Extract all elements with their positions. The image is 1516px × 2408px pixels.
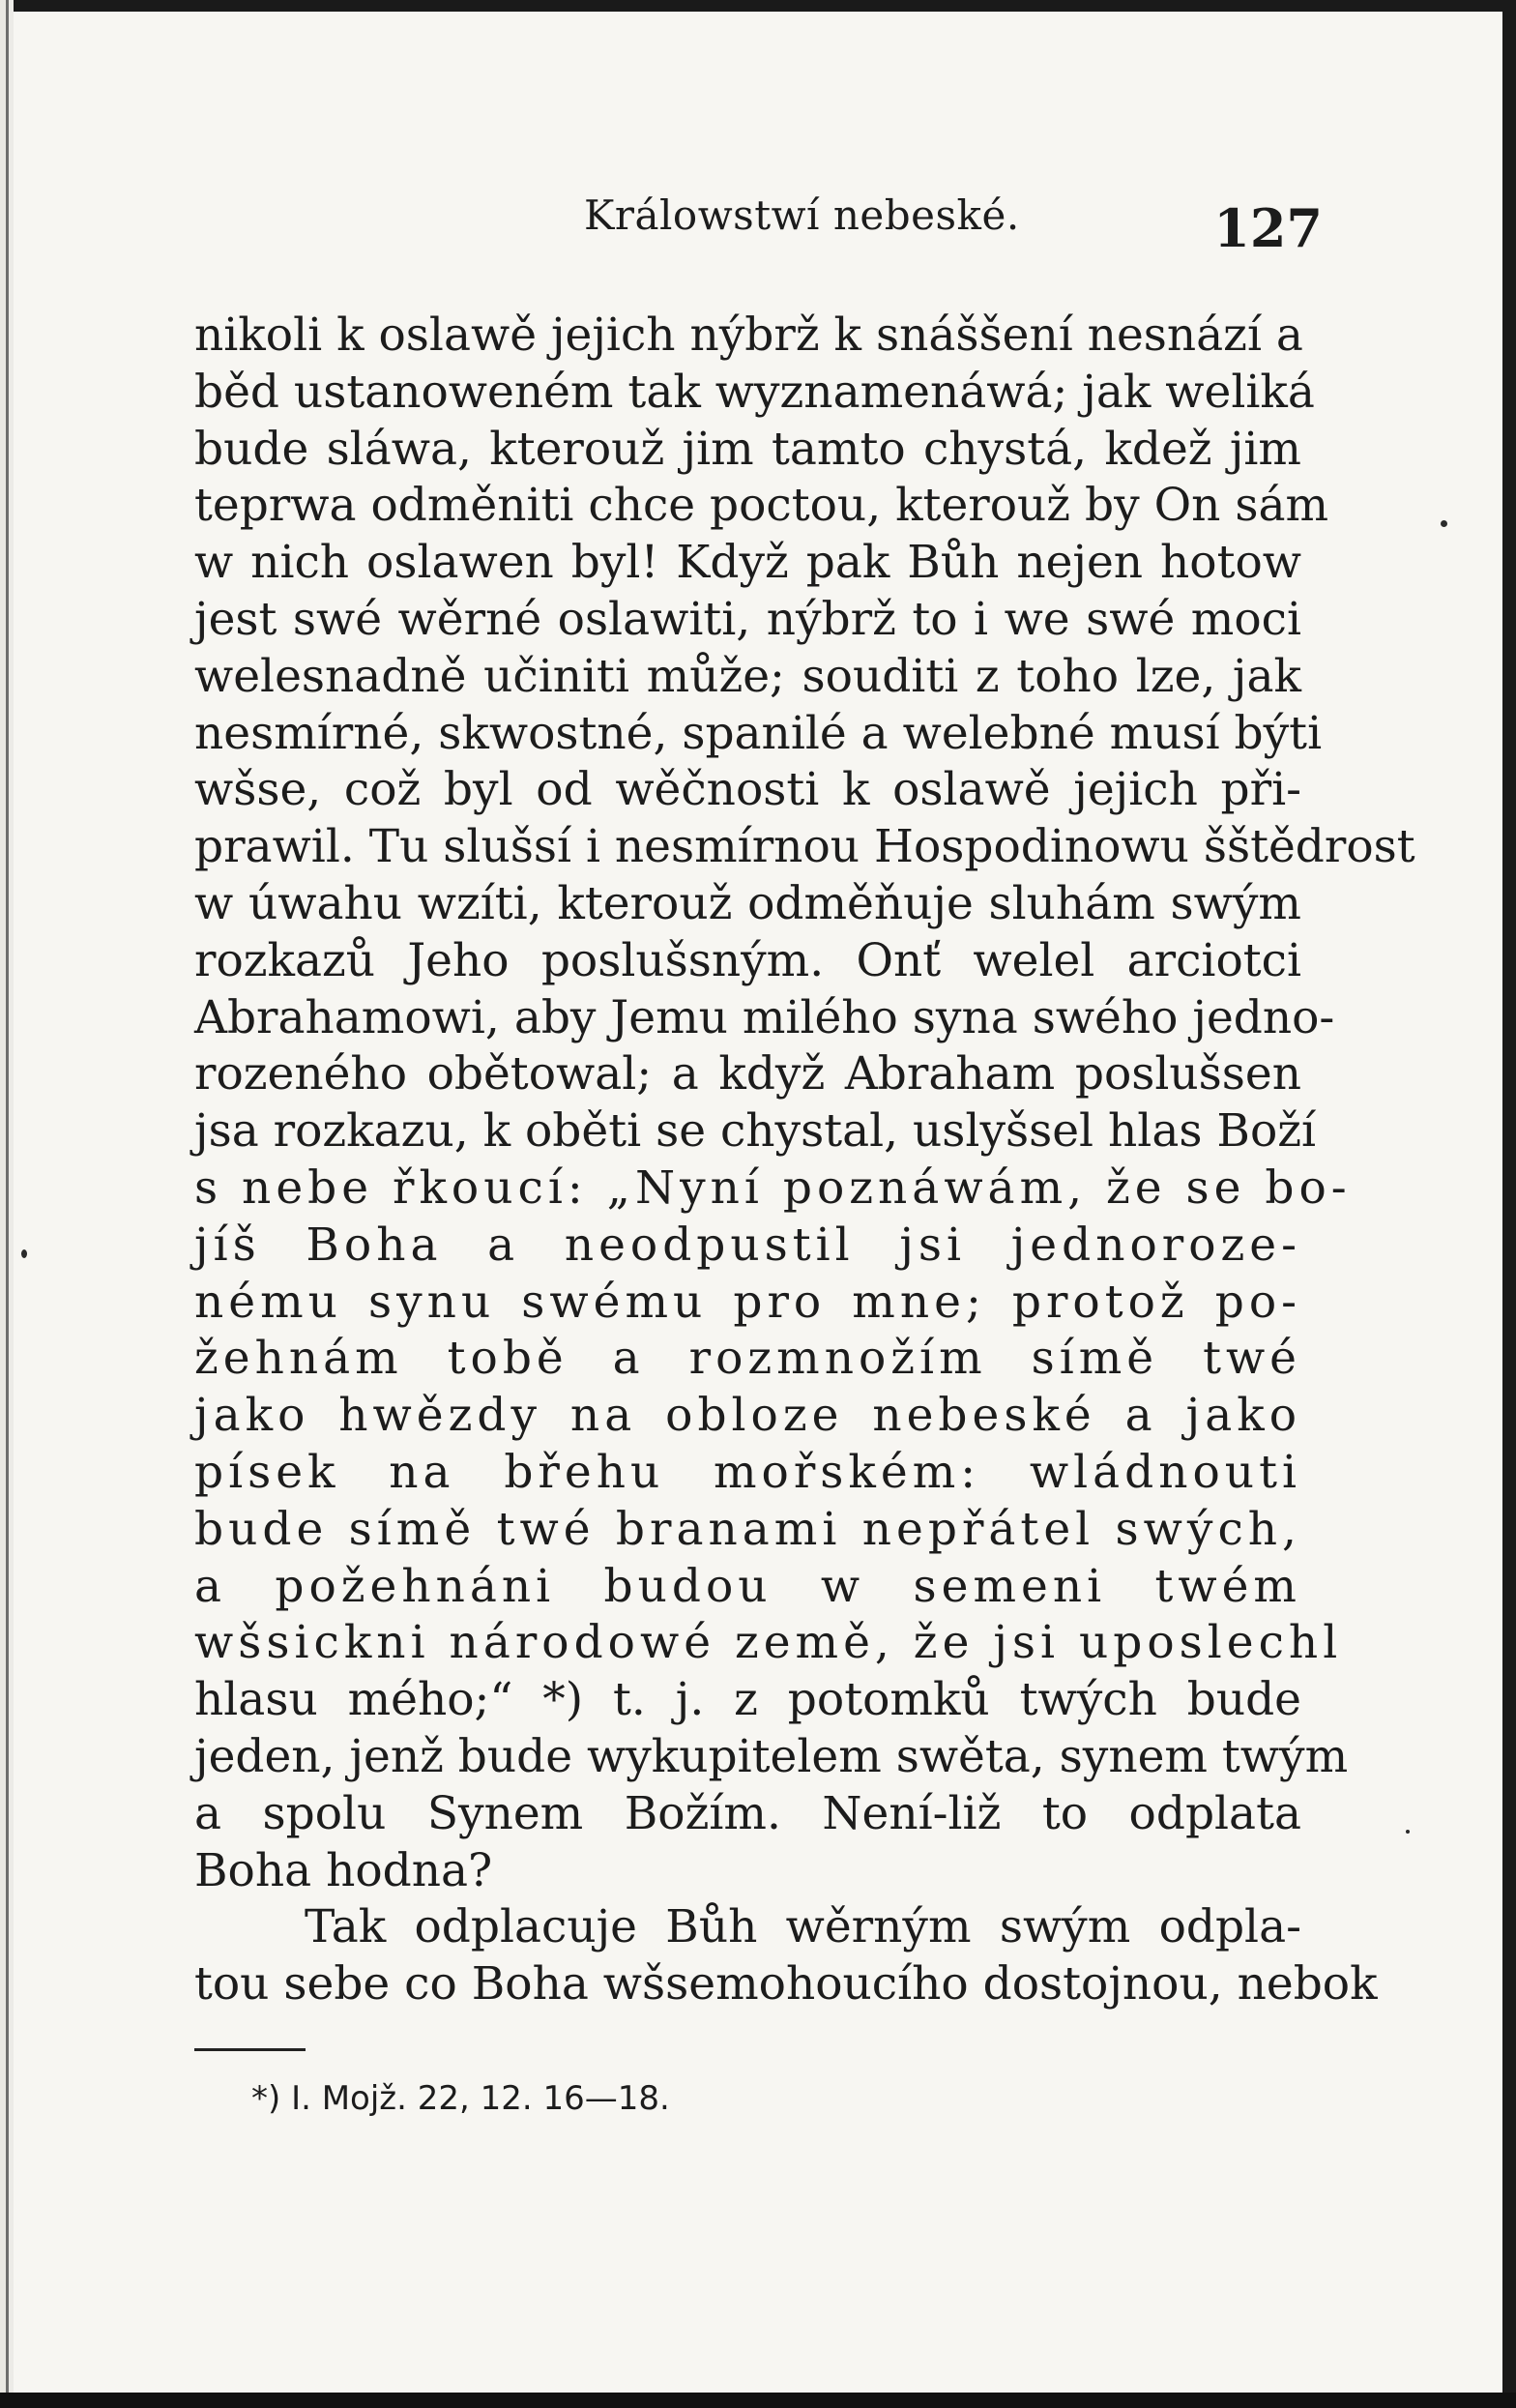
text-line: jest swé wěrné oslawiti, nýbrž to i we swé moci bbox=[194, 592, 1301, 646]
text-line: teprwa odměniti chce poctou, kterouž by On sám bbox=[194, 479, 1329, 533]
text-line-spaced: a požehnáni budou w semeni twém bbox=[194, 1559, 1301, 1613]
text-line: nikoli k oslawě jejich nýbrž k snáššení nesnází a bbox=[194, 308, 1303, 362]
text-line: w úwahu wzíti, kterouž odměňuje sluhám swým bbox=[194, 876, 1301, 930]
text-line: tou sebe co Boha wšsemohoucího dostojnou, nebok bbox=[194, 1957, 1378, 2012]
text-line: rozkazů Jeho poslušsným. Onť welel arciotci bbox=[194, 933, 1301, 987]
footnote-rule bbox=[194, 2048, 306, 2051]
text-line: Abrahamowi, aby Jemu milého syna swého jedno- bbox=[194, 990, 1335, 1044]
text-line: prawil. Tu slušsí i nesmírnou Hospodinowu šštědrost bbox=[194, 820, 1415, 874]
text-line: jsa rozkazu, k oběti se chystal, uslyšsel hlas Boží bbox=[194, 1104, 1317, 1159]
text-line-spaced: jíš Boha a neodpustil jsi jednoroze- bbox=[194, 1218, 1301, 1272]
text-line: rozeného obětowal; a když Abraham poslušsen bbox=[194, 1047, 1301, 1101]
text-line-spaced: bude símě twé branami nepřátel swých, bbox=[194, 1502, 1301, 1556]
footnote: *) I. Mojž. 22, 12. 16—18. bbox=[251, 2079, 670, 2118]
text-line-spaced: písek na břehu mořském: wládnouti bbox=[194, 1445, 1301, 1499]
text-line-spaced: jako hwězdy na obloze nebeské a jako bbox=[194, 1389, 1301, 1443]
text-line: běd ustanoweném tak wyznamenáwá; jak weliká bbox=[194, 365, 1315, 419]
page-bottom-edge bbox=[0, 2393, 1516, 2408]
paragraph-end-line: Boha hodna? bbox=[194, 1843, 493, 1897]
ink-speck bbox=[1406, 1830, 1410, 1834]
text-line: w nich oslawen byl! Když pak Bůh nejen hotow bbox=[194, 536, 1301, 590]
text-line-spaced: nému synu swému pro mne; protož po- bbox=[194, 1275, 1301, 1329]
text-line: jeden, jenž bude wykupitelem swěta, synem twým bbox=[194, 1729, 1349, 1783]
running-title: Králowstwí nebeské. bbox=[584, 191, 1020, 239]
text-line: bude sláwa, kterouž jim tamto chystá, kdež jim bbox=[194, 422, 1301, 476]
text-line: wšse, což byl od wěčnosti k oslawě jejich při- bbox=[194, 763, 1301, 817]
text-line: welesnadně učiniti může; souditi z toho lze, jak bbox=[194, 649, 1301, 703]
text-line: a spolu Synem Božím. Není-liž to odplata bbox=[194, 1786, 1301, 1840]
paragraph-start-line: Tak odplacuje Bůh wěrným swým odpla- bbox=[305, 1900, 1301, 1954]
ink-speck bbox=[21, 1249, 27, 1258]
text-line: nesmírné, skwostné, spanilé a welebné musí býti bbox=[194, 706, 1323, 760]
text-line-spaced: žehnám tobě a rozmnožím símě twé bbox=[194, 1332, 1301, 1386]
page-number: 127 bbox=[1213, 197, 1323, 259]
body-text bbox=[194, 308, 1415, 2013]
text-line-spaced: s nebe řkoucí: „Nyní poznáwám, že se bo- bbox=[194, 1160, 1352, 1215]
ink-speck bbox=[1441, 520, 1447, 527]
page-left-edge bbox=[0, 0, 14, 2408]
text-line: hlasu mého;“ *) t. j. z potomků twých bude bbox=[194, 1673, 1301, 1727]
text-line-spaced: wšsickni národowé země, že jsi uposlechl bbox=[194, 1616, 1343, 1670]
